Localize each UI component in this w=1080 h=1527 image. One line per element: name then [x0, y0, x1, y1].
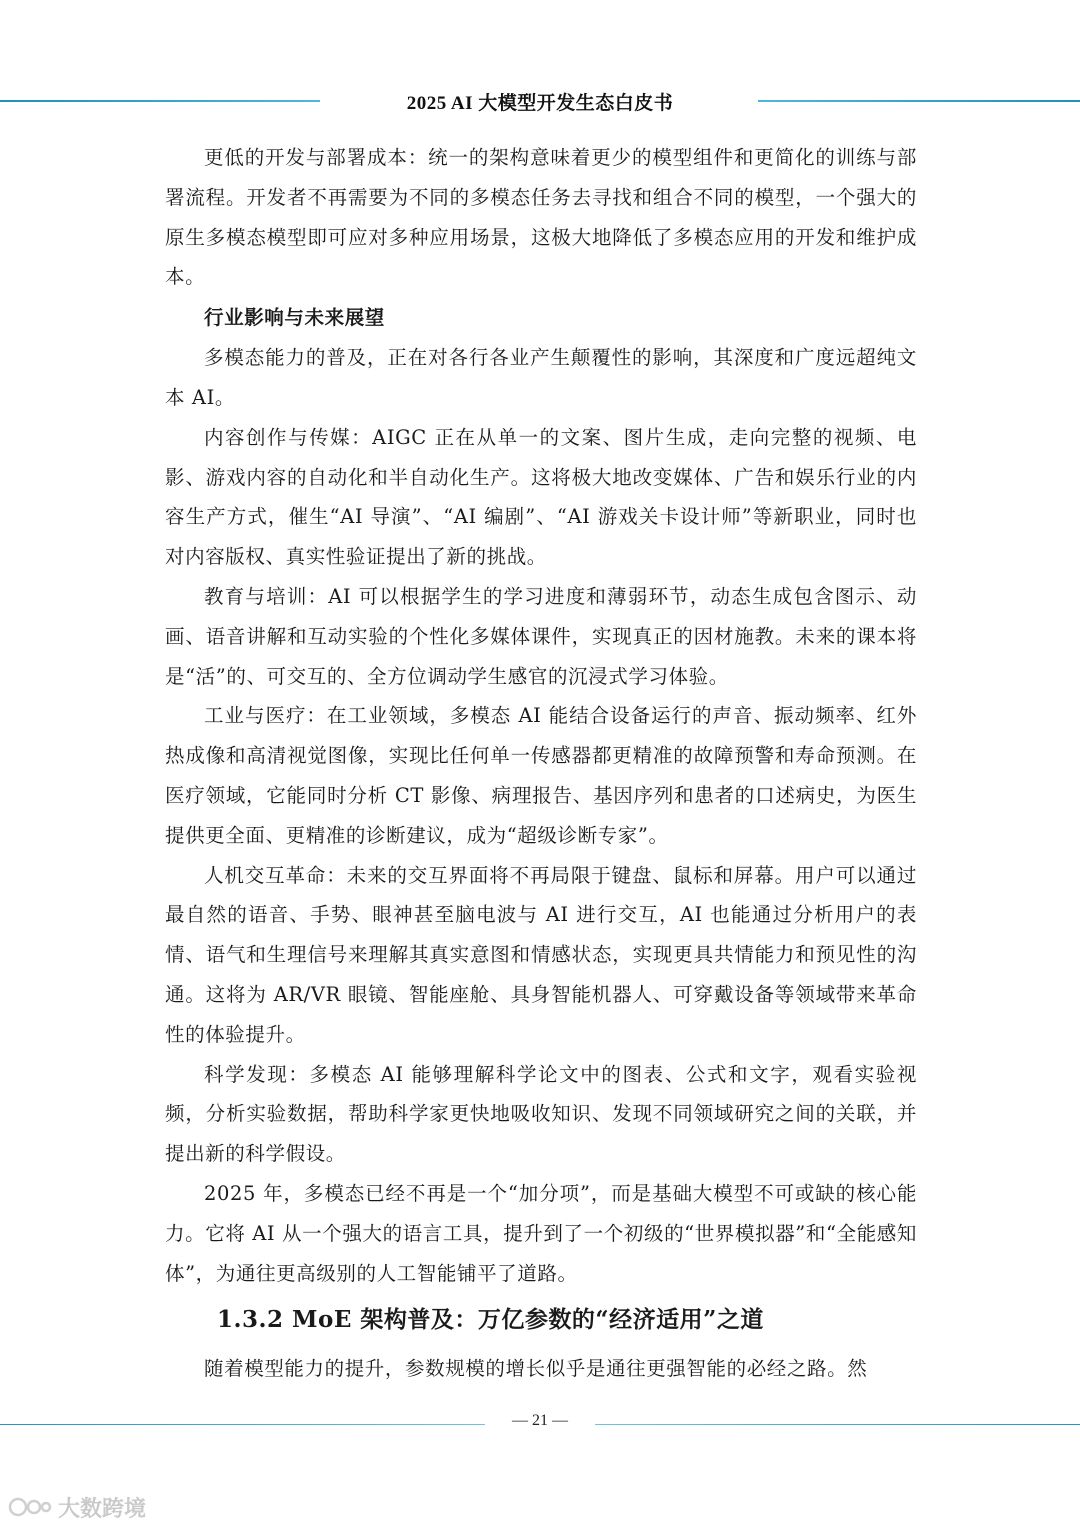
subheading-industry-impact: 行业影响与未来展望 [204, 306, 385, 330]
header-rule-right [758, 100, 1080, 102]
paragraph-hci: 人机交互革命：未来的交互界面将不再局限于键盘、鼠标和屏幕。用户可以通过最自然的语音、手势、眼神甚至脑电波与 AI 进行交互，AI 也能通过分析用户的表情、语气和生理信号来理解其真实意图和情感状态，实现更具共情能力和预见性的沟通。这将为 AR/VR 眼镜、智能座舱、具身智能机器人、可穿戴设备等领域带来革命性的体验提升。 [165, 863, 917, 1046]
paragraph-education: 教育与培训：AI 可以根据学生的学习进度和薄弱环节，动态生成包含图示、动画、语音讲解和互动实验的个性化多媒体课件，实现真正的因材施教。未来的课本将是“活”的、可交互的、全方位调动学生感官的沉浸式学习体验。 [165, 584, 917, 688]
footer-rule-left [0, 1424, 485, 1425]
watermark-logo-icon [8, 1494, 52, 1520]
paragraph-cost: 更低的开发与部署成本：统一的架构意味着更少的模型组件和更简化的训练与部署流程。开发者不再需要为不同的多模态任务去寻找和组合不同的模型，一个强大的原生多模态模型即可应对多种应用场景，这极大地降低了多模态应用的开发和维护成本。 [165, 146, 917, 289]
section-heading-moe: 1.3.2 MoE 架构普及：万亿参数的“经济适用”之道 [217, 1306, 764, 1334]
watermark-text: 大数跨境 [58, 1496, 147, 1522]
page-body [165, 138, 917, 1389]
page-header-title: 2025 AI 大模型开发生态白皮书 [406, 93, 674, 114]
paragraph-moe-intro: 随着模型能力的提升，参数规模的增长似乎是通往更强智能的必经之路。然 [204, 1357, 868, 1381]
footer-rule-right [595, 1424, 1080, 1425]
paragraph-intro: 多模态能力的普及，正在对各行各业产生颠覆性的影响，其深度和广度远超纯文本 AI。 [165, 346, 917, 409]
paragraph-science: 科学发现：多模态 AI 能够理解科学论文中的图表、公式和文字，观看实验视频，分析实验数据，帮助科学家更快地吸收知识、发现不同领域研究之间的关联，并提出新的科学假设。 [165, 1062, 917, 1166]
paragraph-media: 内容创作与传媒：AIGC 正在从单一的文案、图片生成，走向完整的视频、电影、游戏内容的自动化和半自动化生产。这将极大地改变媒体、广告和娱乐行业的内容生产方式，催生“AI 导演”、“AI 编剧”、“AI 游戏关卡设计师”等新职业，同时也对内容版权、真实性验证提出了新的挑战。 [165, 425, 917, 569]
paragraph-summary: 2025 年，多模态已经不再是一个“加分项”，而是基础大模型不可或缺的核心能力。它将 AI 从一个强大的语言工具，提升到了一个初级的“世界模拟器”和“全能感知体”，为通往更高级别的人工智能铺平了道路。 [165, 1181, 917, 1285]
watermark [8, 1490, 146, 1524]
paragraph-industry-medical: 工业与医疗：在工业领域，多模态 AI 能结合设备运行的声音、振动频率、红外热成像和高清视觉图像，实现比任何单一传感器都更精准的故障预警和寿命预测。在医疗领域，它能同时分析 CT 影像、病理报告、基因序列和患者的口述病史，为医生提供更全面、更精准的诊断建议，成为“超级诊断专家”。 [165, 704, 917, 847]
page-number: — 21 — [512, 1412, 568, 1429]
